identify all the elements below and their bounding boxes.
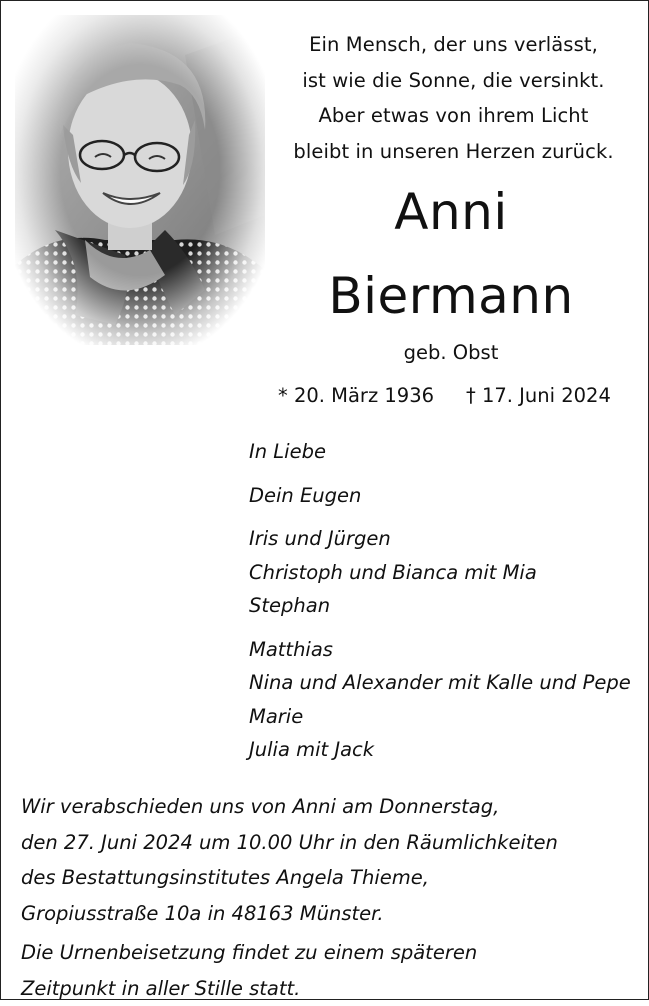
- mourner-line: Matthias: [249, 633, 644, 667]
- farewell-block: [21, 789, 641, 931]
- maiden-name: geb. Obst: [271, 341, 631, 364]
- mourners-family-group: [249, 633, 644, 767]
- memorial-verse: [271, 27, 636, 169]
- mourners-spouse: Dein Eugen: [249, 479, 644, 513]
- verse-line: Aber etwas von ihrem Licht: [271, 98, 636, 134]
- mourner-line: Stephan: [249, 589, 644, 623]
- mourners-family-group: [249, 522, 644, 623]
- mourner-line: Nina und Alexander mit Kalle und Pepe: [249, 666, 644, 700]
- mourner-line: Julia mit Jack: [249, 733, 644, 767]
- urn-line: Zeitpunkt in aller Stille statt.: [21, 971, 641, 1006]
- farewell-line: Gropiusstraße 10a in 48163 Münster.: [21, 896, 641, 932]
- urn-burial-block: [21, 935, 641, 1006]
- farewell-line: des Bestattungsinstitutes Angela Thieme,: [21, 860, 641, 896]
- mourners-opening-group: [249, 435, 644, 469]
- verse-line: Ein Mensch, der uns verlässt,: [271, 27, 636, 63]
- mourner-line: Christoph und Bianca mit Mia: [249, 556, 644, 590]
- mourner-line: Marie: [249, 700, 644, 734]
- deceased-first-name: Anni: [271, 183, 631, 241]
- deceased-last-name: Biermann: [271, 267, 631, 325]
- portrait-photo: [15, 15, 265, 345]
- verse-line: ist wie die Sonne, die versinkt.: [271, 63, 636, 99]
- birth-date: * 20. März 1936: [278, 384, 434, 407]
- farewell-line: Wir verabschieden uns von Anni am Donnerstag,: [21, 789, 641, 825]
- mourners-list: [249, 435, 644, 777]
- death-date: † 17. Juni 2024: [466, 384, 611, 407]
- service-details: [21, 789, 641, 1006]
- mourners-opening: In Liebe: [249, 435, 644, 469]
- urn-line: Die Urnenbeisetzung findet zu einem späteren: [21, 935, 641, 971]
- mourners-spouse-group: [249, 479, 644, 513]
- verse-line: bleibt in unseren Herzen zurück.: [271, 134, 636, 170]
- farewell-line: den 27. Juni 2024 um 10.00 Uhr in den Räumlichkeiten: [21, 825, 641, 861]
- mourner-line: Iris und Jürgen: [249, 522, 644, 556]
